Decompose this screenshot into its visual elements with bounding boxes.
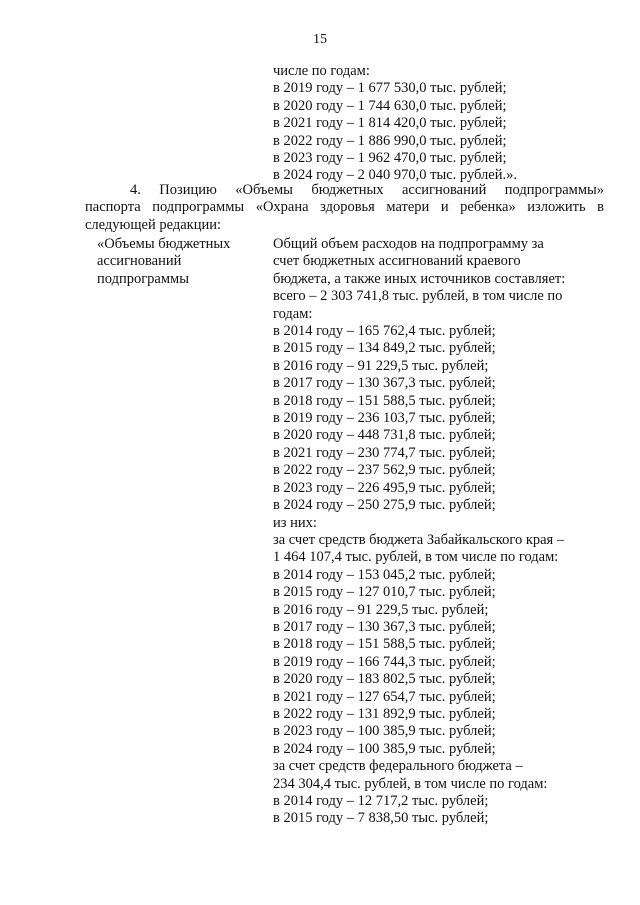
passport-label-column <box>97 236 230 288</box>
passport-value-line: в 2020 году – 448 731,8 тыс. рублей; <box>273 427 496 444</box>
passport-value-line: в 2014 году – 12 717,2 тыс. рублей; <box>273 793 489 809</box>
passport-label-line: ассигнований <box>97 253 182 270</box>
passport-value-line: в 2021 году – 127 654,7 тыс. рублей; <box>273 688 496 705</box>
passport-value-line: в 2019 году – 236 103,7 тыс. рублей; <box>273 410 496 427</box>
passport-value-column <box>273 236 565 828</box>
item-4-line: следующей редакции: <box>85 216 222 233</box>
passport-value-line: в 2022 году – 237 562,9 тыс. рублей; <box>273 462 496 479</box>
passport-value-line: в 2016 году – 91 229,5 тыс. рублей; <box>273 601 489 618</box>
passport-value-line: в 2018 году – 151 588,5 тыс. рублей; <box>273 392 496 409</box>
passport-value-line: в 2023 году – 226 495,9 тыс. рублей; <box>273 479 496 496</box>
item-4-paragraph <box>85 182 604 234</box>
passport-value-line: в 2014 году – 153 045,2 тыс. рублей; <box>273 566 496 583</box>
passport-value-line: в 2023 году – 100 385,9 тыс. рублей; <box>273 723 496 740</box>
item-4-line: паспорта подпрограммы «Охрана здоровья матери и ребенка» изложить в <box>85 199 604 216</box>
passport-value-line: счет бюджетных ассигнований краевого <box>273 253 521 270</box>
budget-line: в 2024 году – 2 040 970,0 тыс. рублей.». <box>273 167 517 184</box>
passport-value-line: 234 304,4 тыс. рублей, в том числе по годам: <box>273 775 548 792</box>
passport-value-line: всего – 2 303 741,8 тыс. рублей, в том числе по <box>273 288 563 305</box>
passport-value-line: в 2024 году – 250 275,9 тыс. рублей; <box>273 497 496 514</box>
budget-line: в 2020 году – 1 744 630,0 тыс. рублей; <box>273 97 507 114</box>
passport-value-line: в 2015 году – 134 849,2 тыс. рублей; <box>273 340 496 357</box>
budget-line: в 2019 году – 1 677 530,0 тыс. рублей; <box>273 80 507 97</box>
page-number: 15 <box>313 32 327 47</box>
passport-value-line: годам: <box>273 305 313 322</box>
budget-line: в 2021 году – 1 814 420,0 тыс. рублей; <box>273 115 507 132</box>
passport-label-line: «Объемы бюджетных <box>97 236 231 252</box>
passport-value-line: в 2019 году – 166 744,3 тыс. рублей; <box>273 653 496 670</box>
passport-value-line: из них: <box>273 514 317 531</box>
budget-line: в 2023 году – 1 962 470,0 тыс. рублей; <box>273 150 507 167</box>
budget-line: в 2022 году – 1 886 990,0 тыс. рублей; <box>273 132 507 149</box>
budget-line: числе по годам: <box>273 63 370 79</box>
passport-value-line: в 2022 году – 131 892,9 тыс. рублей; <box>273 705 496 722</box>
passport-value-line: в 2015 году – 7 838,50 тыс. рублей; <box>273 810 489 827</box>
passport-value-line: в 2018 году – 151 588,5 тыс. рублей; <box>273 636 496 653</box>
passport-value-line: за счет средств бюджета Забайкальского края – <box>273 531 565 548</box>
passport-value-line: бюджета, а также иных источников составляет: <box>273 270 566 287</box>
passport-value-line: в 2017 году – 130 367,3 тыс. рублей; <box>273 618 496 635</box>
passport-label-line: подпрограммы <box>97 270 189 287</box>
passport-value-line: в 2014 году – 165 762,4 тыс. рублей; <box>273 323 496 340</box>
passport-value-line: 1 464 107,4 тыс. рублей, в том числе по годам: <box>273 549 559 566</box>
budget-by-year-list <box>273 63 517 185</box>
passport-value-line: в 2021 году – 230 774,7 тыс. рублей; <box>273 444 496 461</box>
passport-value-line: в 2024 году – 100 385,9 тыс. рублей; <box>273 740 496 757</box>
passport-value-line: в 2020 году – 183 802,5 тыс. рублей; <box>273 671 496 688</box>
passport-value-line: Общий объем расходов на подпрограмму за <box>273 236 544 252</box>
passport-value-line: в 2015 году – 127 010,7 тыс. рублей; <box>273 584 496 601</box>
passport-value-line: в 2016 году – 91 229,5 тыс. рублей; <box>273 357 489 374</box>
passport-value-line: в 2017 году – 130 367,3 тыс. рублей; <box>273 375 496 392</box>
item-4-line: 4. Позицию «Объемы бюджетных ассигнований подпрограммы» <box>130 182 604 198</box>
passport-value-line: за счет средств федерального бюджета – <box>273 758 523 775</box>
